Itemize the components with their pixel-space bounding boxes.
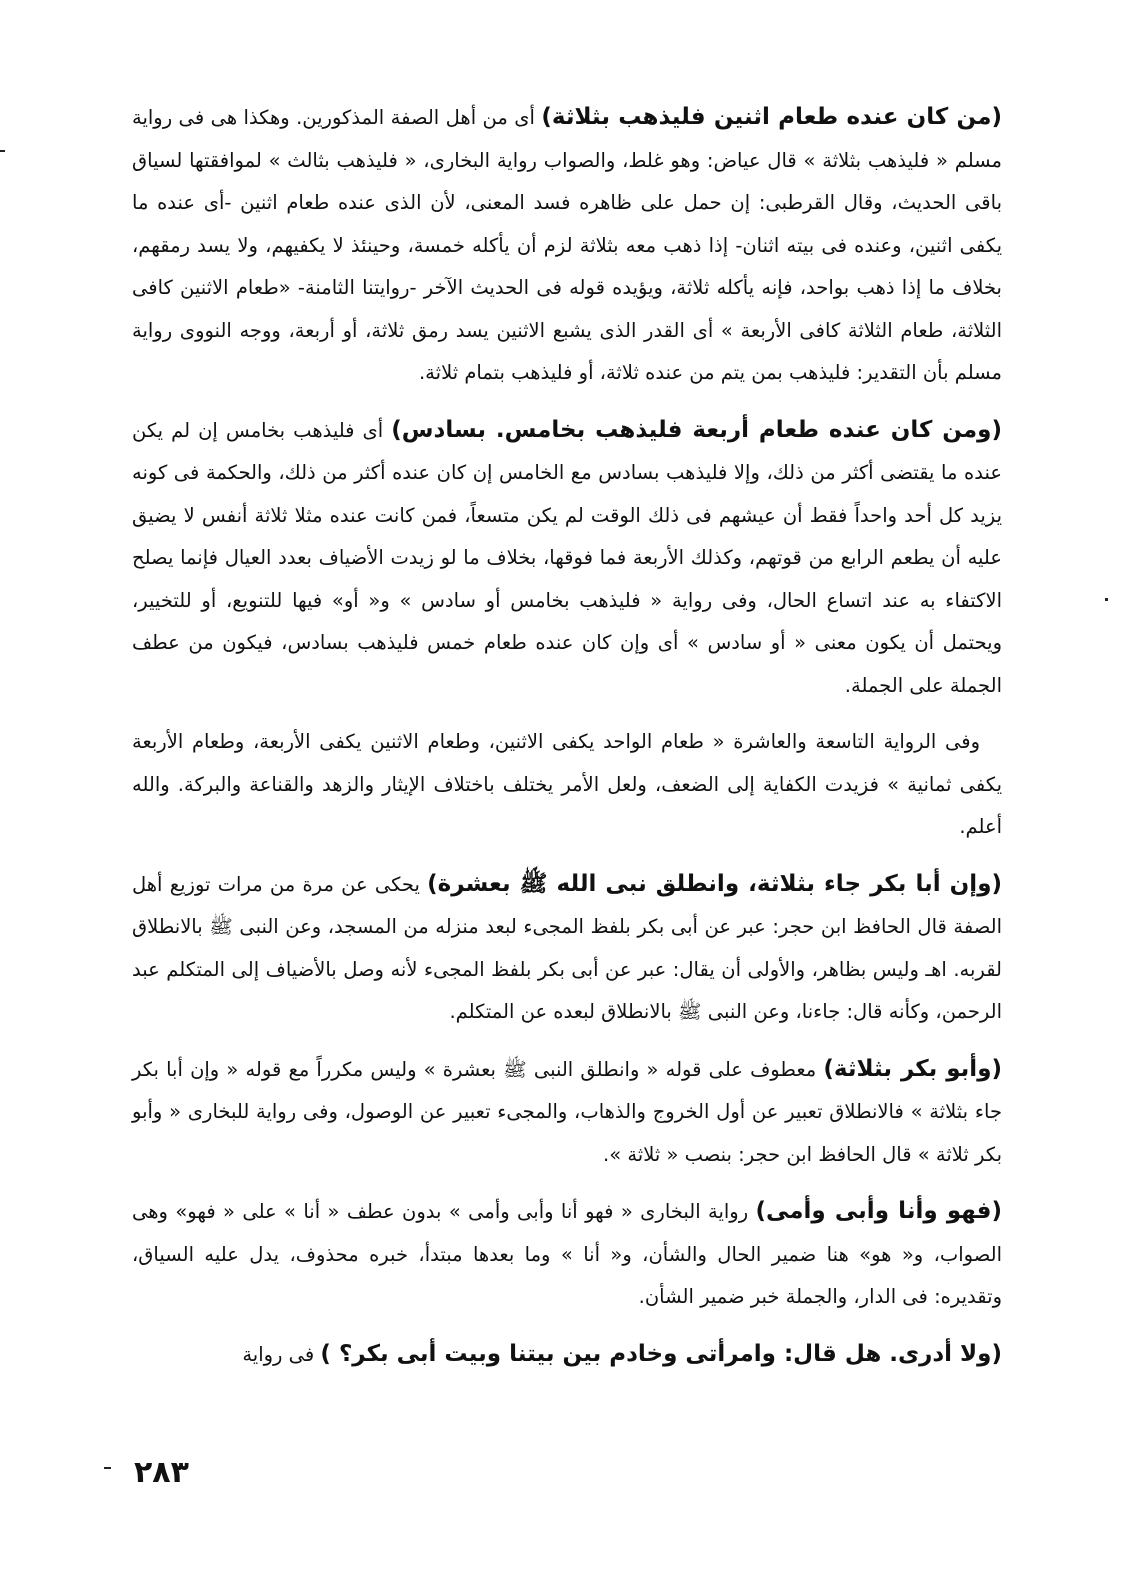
commentary-text: أى من أهل الصفة المذكورين. وهكذا هى فى رواية مسلم « فليذهب بثلاثة » قال عياض: وهو غلط، والصواب رواية البخارى، « فليذهب بثالث » لموافقتها لسياق باقى الحديث، وقال القرطبى: إن حمل على ظاهره فسد المعنى، لأن الذى عنده طعام اثنين -أى عنده ما يكفى اثنين، وعنده فى بيته اثنان- إذا ذهب معه بثلاثة لزم أن يأكله خمسة، وحينئذ لا يكفيهم، ولا يسد رمقهم، بخلاف ما إذا ذهب بواحد، فإنه يأكله ثلاثة، ويؤيده قوله فى الحديث الآخر -روايتنا الثامنة- «طعام الاثنين كافى الثلاثة، طعام الثلاثة كافى الأربعة » أى القدر الذى يشبع الاثنين يسد رمق ثلاثة، أو أربعة، ووجه النووى رواية مسلم بأن التقدير: فليذهب بمن يتم من عنده ثلاثة، أو فليذهب بتمام ثلاثة. [132,106,1002,384]
scan-margin-mark [0,150,5,152]
commentary-text: يحكى عن مرة من مرات توزيع أهل الصفة قال الحافظ ابن حجر: عبر عن أبى بكر بلفظ المجىء لبعد منزله من المسجد، وعن النبى ﷺ بالانطلاق لقربه. اهـ وليس بظاهر، والأولى أن يقال: عبر عن أبى بكر بلفظ المجىء لأنه وصل بالأضياف إلى المتكلم عبد الرحمن، وكأنه قال: جاءنا، وعن النبى ﷺ بالانطلاق لبعده عن المتكلم. [132,872,1002,1023]
paragraph [132,1190,1002,1319]
page-body [132,96,1002,1390]
hadith-quote: (وإن أبا بكر جاء بثلاثة، وانطلق نبى الله ﷺ بعشرة) [427,870,1002,897]
hadith-quote: (وأبو بكر بثلاثة) [823,1055,1003,1082]
scan-margin-mark [104,1467,111,1469]
hadith-quote: (من كان عنده طعام اثنين فليذهب بثلاثة) [541,104,1002,130]
paragraph [132,721,1002,849]
paragraph [132,1048,1002,1177]
commentary-text: معطوف على قوله « وانطلق النبى ﷺ بعشرة » وليس مكرراً مع قوله « وإن أبا بكر جاء بثلاثة » فالانطلاق تعبير عن أول الخروج والذهاب، والمجىء تعبير عن الوصول، وفى رواية للبخارى « وأبو بكر ثلاثة » قال الحافظ ابن حجر: بنصب « ثلاثة ». [132,1057,1002,1166]
commentary-text: وفى الرواية التاسعة والعاشرة « طعام الواحد يكفى الاثنين، وطعام الاثنين يكفى الأربعة، وطعام الأربعة يكفى ثمانية » فزيدت الكفاية إلى الضعف، ولعل الأمر يختلف باختلاف الإيثار والزهد والقناعة والبركة. والله أعلم. [132,730,1002,838]
paragraph [132,1333,1002,1377]
paragraph [132,409,1002,708]
hadith-quote: (فهو وأنا وأبى وأمى) [755,1198,1002,1224]
hadith-quote: (ولا أدرى. هل قال: وامرأتى وخادم بين بيتنا وبيت أبى بكر؟ ) [320,1340,1002,1367]
commentary-text: رواية البخارى « فهو أنا وأبى وأمى » بدون عطف « أنا » على « فهو» وهى الصواب، و« هو» هنا ضمير الحال والشأن، و« أنا » وما بعدها مبتدأ، خبره محذوف، يدل عليه السياق، وتقديره: فى الدار، والجملة خبر ضمير الشأن. [132,1200,1002,1308]
hadith-quote: (ومن كان عنده طعام أربعة فليذهب بخامس. بسادس) [391,416,1002,443]
page-number: ٢٨٣ [134,1455,189,1490]
scan-margin-mark [1105,598,1108,601]
commentary-text: فى رواية [242,1342,321,1366]
commentary-text: أى فليذهب بخامس إن لم يكن عنده ما يقتضى أكثر من ذلك، وإلا فليذهب بسادس مع الخامس إن كان عنده أكثر من ذلك، والحكمة فى كونه يزيد كل أحد واحداً فقط أن عيشهم فى ذلك الوقت لم يكن متسعاً، فمن كانت عنده مثلا ثلاثة أنفس لا يضيق عليه أن يطعم الرابع من قوتهم، وكذلك الأربعة فما فوقها، بخلاف ما لو زيدت الأضياف بعدد العيال فإنما يصلح الاكتفاء به عند اتساع الحال، وفى رواية « فليذهب بخامس أو سادس » و« أو» فيها للتنويع، أو للتخيير، ويحتمل أن يكون معنى « أو سادس » أى وإن كان عنده طعام خمس فليذهب بسادس، فيكون من عطف الجملة على الجملة. [132,418,1002,697]
paragraph [132,96,1002,395]
paragraph [132,863,1002,1034]
